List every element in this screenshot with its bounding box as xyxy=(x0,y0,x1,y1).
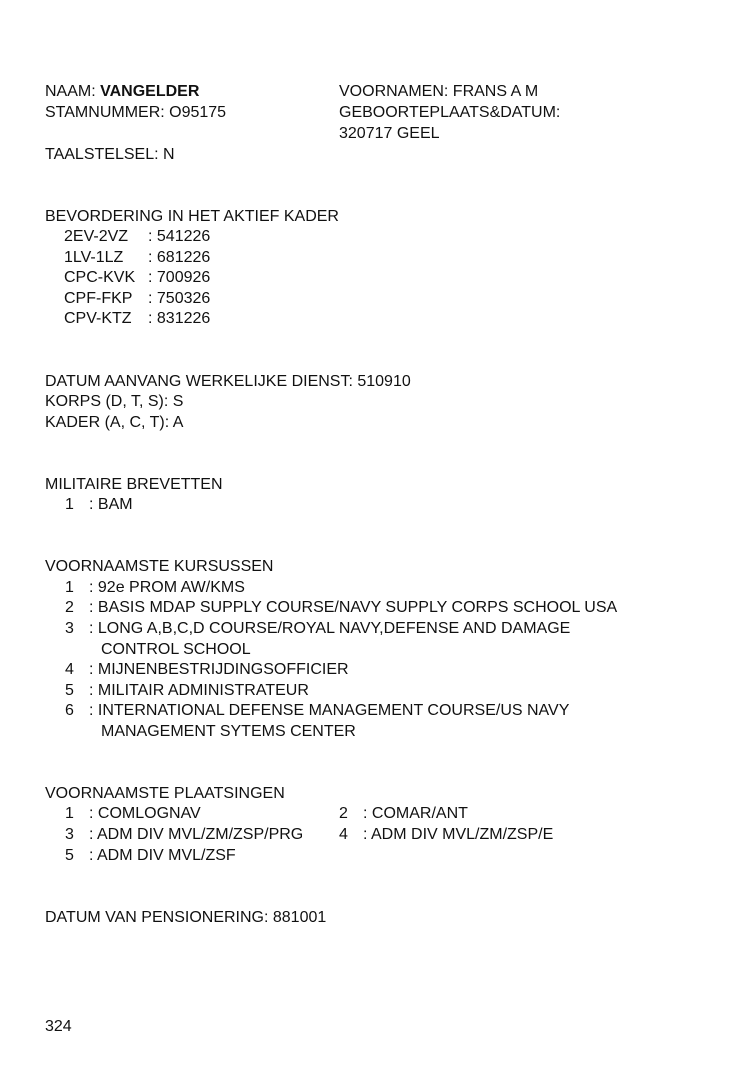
taalstelsel: TAALSTELSEL: N xyxy=(45,146,175,163)
kursus-item xyxy=(65,618,570,639)
item-text: : COMLOGNAV xyxy=(89,805,201,822)
item-number: 2 xyxy=(65,599,74,616)
pensionering: DATUM VAN PENSIONERING: 881001 xyxy=(45,909,327,926)
item-number: 1 xyxy=(65,579,74,596)
item-text: : MIJNENBESTRIJDINGSOFFICIER xyxy=(89,661,349,678)
item-text: : MILITAIR ADMINISTRATEUR xyxy=(89,682,309,699)
kursus-item-continuation: CONTROL SCHOOL xyxy=(101,641,251,658)
kursussen-title: VOORNAAMSTE KURSUSSEN xyxy=(45,558,274,575)
bevordering-date: : 700926 xyxy=(148,269,211,286)
naam-label: NAAM: xyxy=(45,83,96,100)
item-number: 3 xyxy=(65,620,74,637)
plaatsing-item xyxy=(339,803,468,824)
bevordering-row xyxy=(64,247,210,268)
item-number: 4 xyxy=(339,826,348,843)
kursus-item xyxy=(65,659,349,680)
bevordering-date: : 541226 xyxy=(148,228,211,245)
page-number: 324 xyxy=(45,1018,72,1035)
geboorte-label: GEBOORTEPLAATS&DATUM: xyxy=(339,104,561,121)
plaatsing-item xyxy=(339,824,553,845)
item-number: 5 xyxy=(65,847,74,864)
plaatsing-item xyxy=(65,803,201,824)
bevordering-row xyxy=(64,308,210,329)
item-text: : 92e PROM AW/KMS xyxy=(89,579,245,596)
plaatsingen-title: VOORNAAMSTE PLAATSINGEN xyxy=(45,785,285,802)
item-number: 2 xyxy=(339,805,348,822)
kursus-item xyxy=(65,597,617,618)
kursus-item xyxy=(65,700,569,721)
brevetten-title: MILITAIRE BREVETTEN xyxy=(45,476,223,493)
item-number: 3 xyxy=(65,826,74,843)
dienst-aanvang: DATUM AANVANG WERKELIJKE DIENST: 510910 xyxy=(45,373,411,390)
bevordering-title: BEVORDERING IN HET AKTIEF KADER xyxy=(45,208,339,225)
plaatsing-item xyxy=(65,824,303,845)
kursus-item-continuation: MANAGEMENT SYTEMS CENTER xyxy=(101,723,356,740)
bevordering-code: 1LV-1LZ xyxy=(64,249,124,266)
item-text: : ADM DIV MVL/ZSF xyxy=(89,847,236,864)
kursus-item xyxy=(65,680,309,701)
item-number: 6 xyxy=(65,702,74,719)
item-text: : BASIS MDAP SUPPLY COURSE/NAVY SUPPLY CORPS SCHOOL USA xyxy=(89,599,618,616)
bevordering-code: CPV-KTZ xyxy=(64,310,132,327)
kader: KADER (A, C, T): A xyxy=(45,414,184,431)
kursus-item xyxy=(65,577,245,598)
bevordering-date: : 831226 xyxy=(148,310,211,327)
item-text: : LONG A,B,C,D COURSE/ROYAL NAVY,DEFENSE AND DAMAGE xyxy=(89,620,571,637)
brevet-item xyxy=(65,494,133,515)
bevordering-row xyxy=(64,226,210,247)
bevordering-code: CPC-KVK xyxy=(64,269,136,286)
item-number: 1 xyxy=(65,805,74,822)
item-number: 1 xyxy=(65,496,74,513)
geboorte-value: 320717 GEEL xyxy=(339,125,440,142)
bevordering-code: 2EV-2VZ xyxy=(64,228,129,245)
naam-value: VANGELDER xyxy=(100,83,200,100)
item-number: 5 xyxy=(65,682,74,699)
bevordering-code: CPF-FKP xyxy=(64,290,133,307)
stamnummer: STAMNUMMER: O95175 xyxy=(45,104,227,121)
plaatsing-item xyxy=(65,845,236,866)
item-text: : BAM xyxy=(89,496,133,513)
bevordering-row xyxy=(64,288,210,309)
item-text: : ADM DIV MVL/ZM/ZSP/E xyxy=(363,826,554,843)
item-text: : ADM DIV MVL/ZM/ZSP/PRG xyxy=(89,826,304,843)
korps: KORPS (D, T, S): S xyxy=(45,393,184,410)
naam-line xyxy=(45,81,199,102)
item-text: : INTERNATIONAL DEFENSE MANAGEMENT COURSE/US NAVY xyxy=(89,702,570,719)
item-text: : COMAR/ANT xyxy=(363,805,468,822)
bevordering-date: : 750326 xyxy=(148,290,211,307)
bevordering-row xyxy=(64,267,210,288)
item-number: 4 xyxy=(65,661,74,678)
voornamen: VOORNAMEN: FRANS A M xyxy=(339,83,539,100)
bevordering-date: : 681226 xyxy=(148,249,211,266)
